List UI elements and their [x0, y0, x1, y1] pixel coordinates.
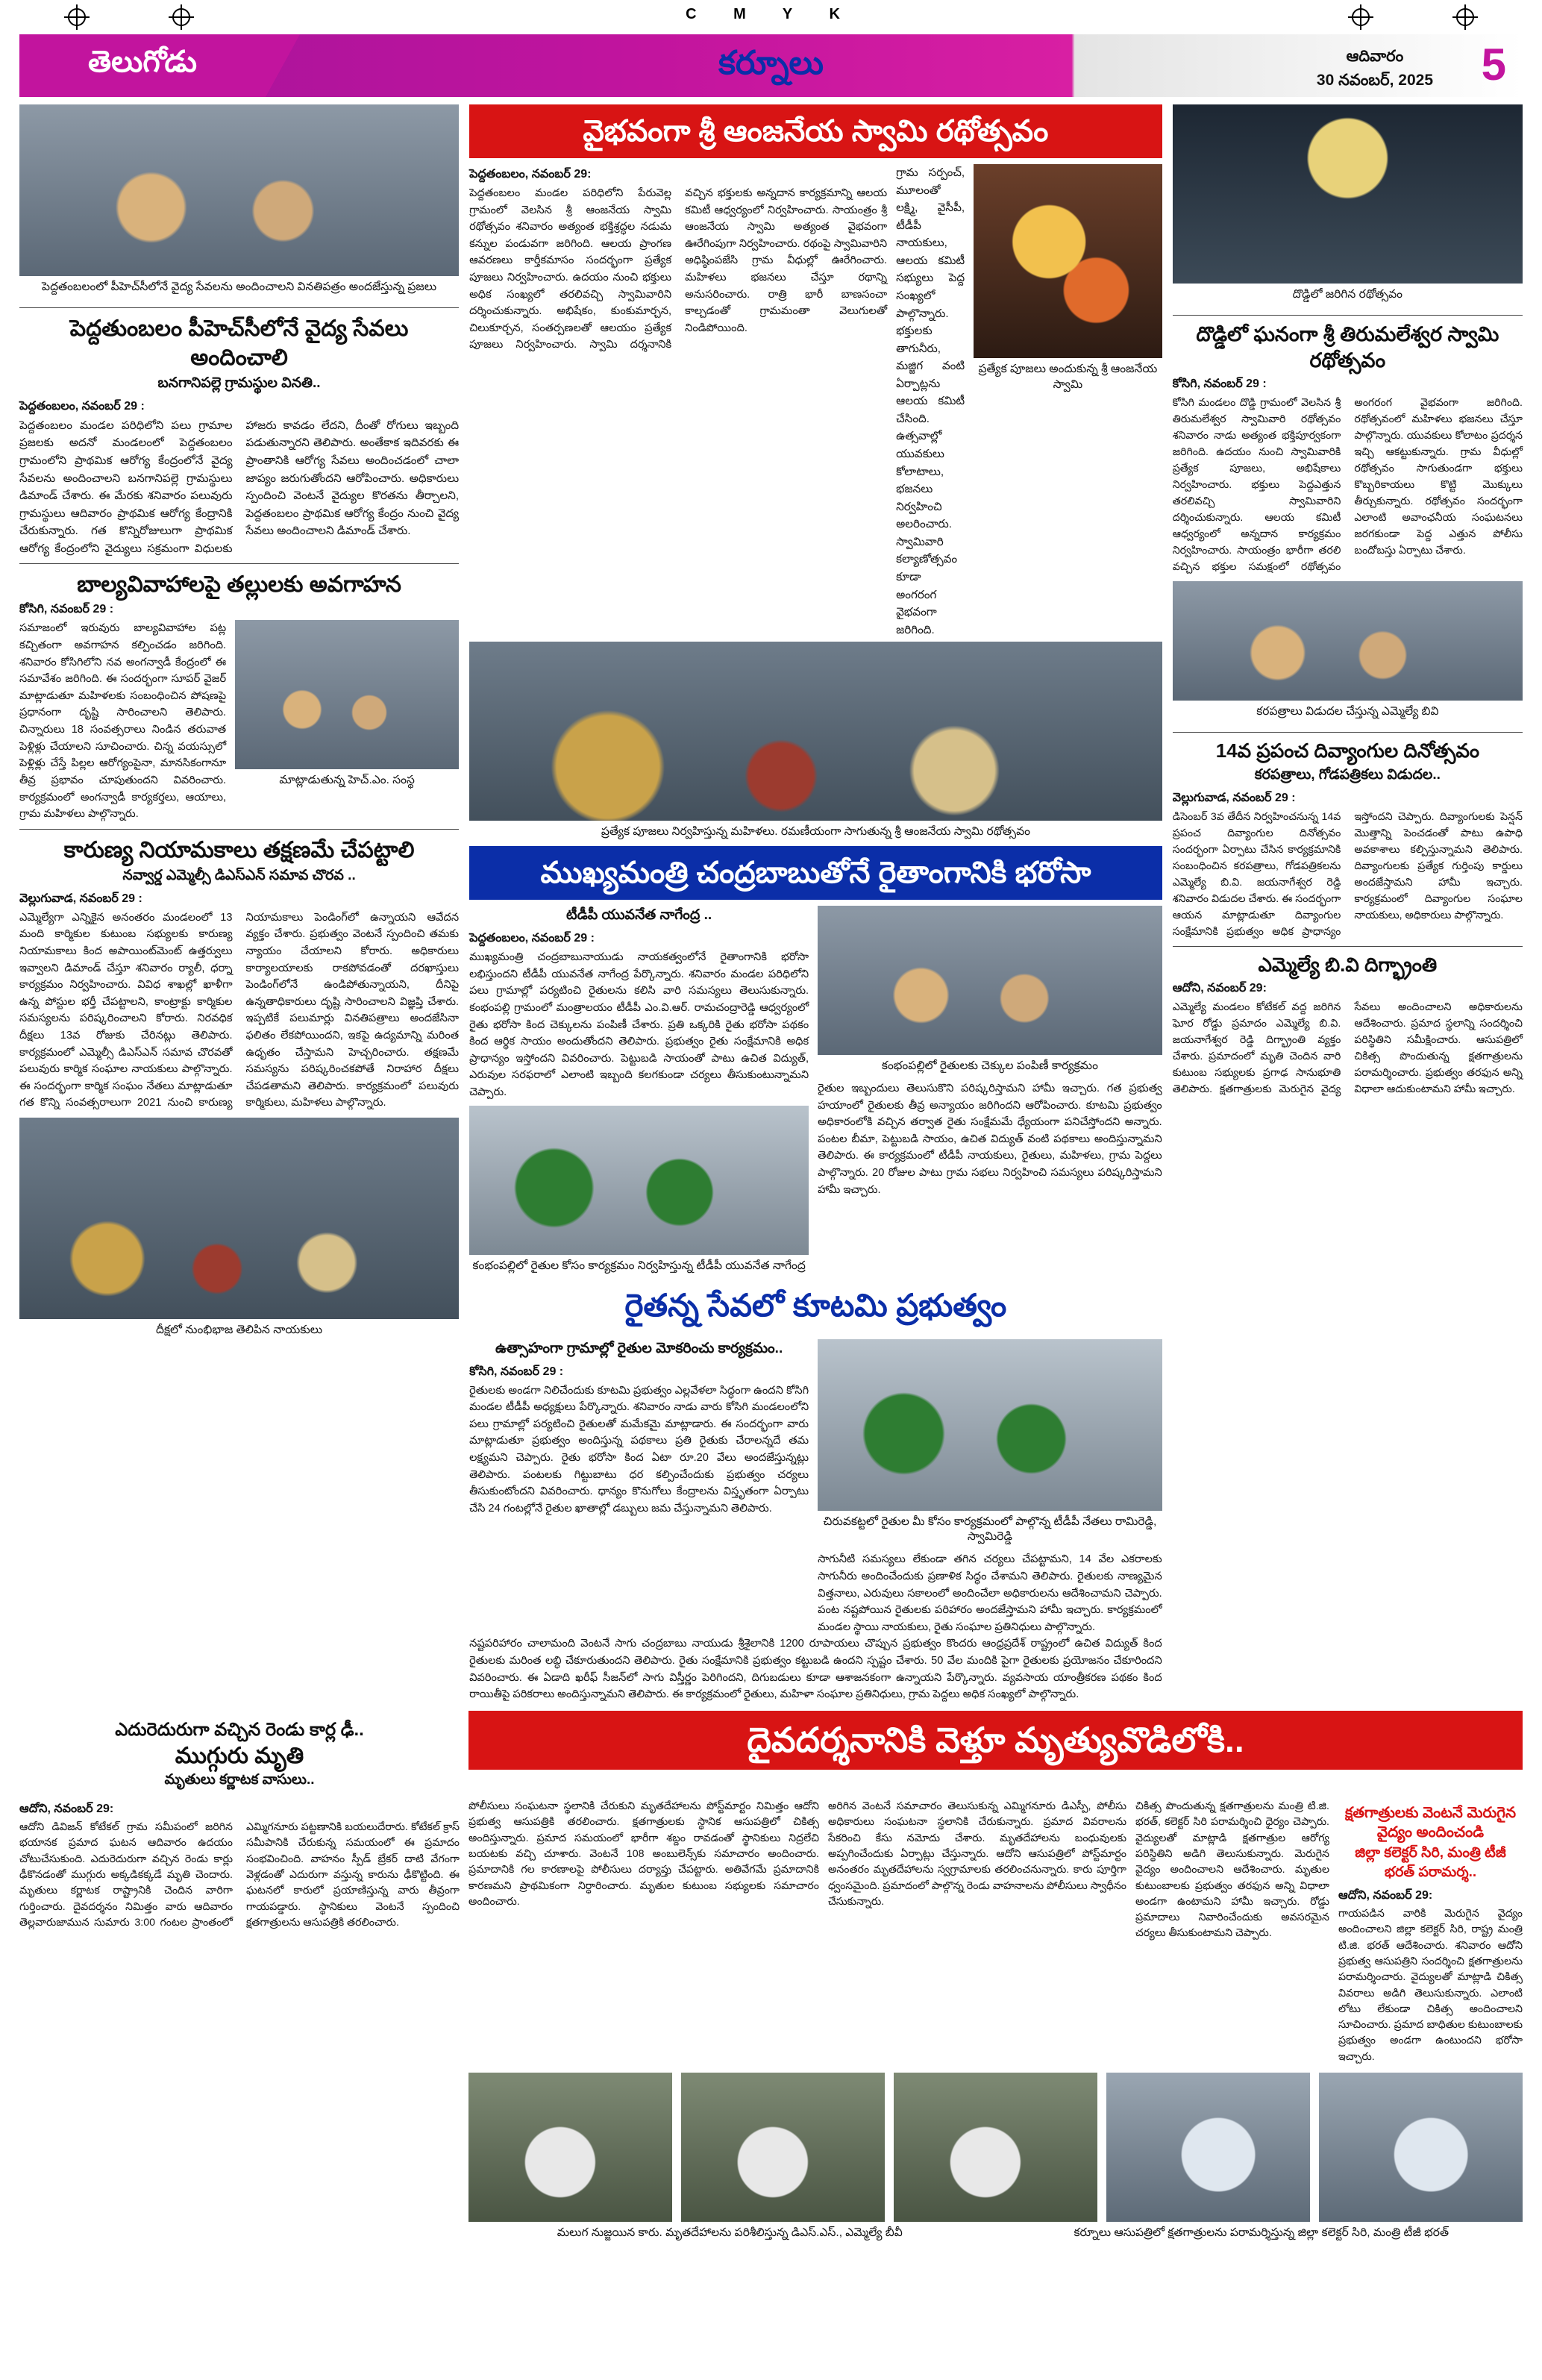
dateline-kosigi: కోసిగి, నవంబర్ 29 : [469, 1365, 564, 1378]
headline-doddi-rathotsavam: దొడ్డిలో ఘనంగా శ్రీ తిరుమలేశ్వర స్వామి రథోత్సవం [1196, 322, 1499, 372]
headline-phc: పెద్దతుంబలం పీహెచ్‌సీలోనే వైద్య సేవలు అందించాలి [69, 316, 409, 370]
body-rathotsavam-1: పెద్దతంబలం మండల పరిధిలోని పేరువెల్ల గ్రామంలో వెలసిన శ్రీ ఆంజనేయ స్వామి రథోత్సవం శనివారం అత్యంత భక్తిశ్రద్ధల నడుమ కన్నుల పండువగా జరిగింది. ఆలయ ప్రాంగణ ఆవరణలు కార్తీకమాసం సందర్భంగా ప్రత్యేక పూజలు నిర్వహించారు. ఉదయం నుంచి భక్తులు అధిక సంఖ్యలో తరలివచ్చి స్వామివారిని దర్శించుకున్నారు. అభిషేకం, కుంకుమార్చన, చిలుకూర్చన, సంతర్పణలతో ఆలయం ప్రత్యేక పూజలు నిర్వహించారు. స్వామి దర్శనానికి వచ్చిన భక్తులకు అన్నదాన కార్యక్రమాన్ని ఆలయ కమిటీ ఆధ్వర్యంలో నిర్వహించారు. సాయంత్రం శ్రీ ఆంజనేయ స్వామి అత్యంత వైభవంగా ఊరేగింపుగా నిర్వహించారు. రథంపై స్వామివారిని అధిష్ఠింపజేసి గ్రామ వీధుల్లో ఊరేగించారు. మహిళలు భజనలు చేస్తూ రథాన్ని అనుసరించారు. రాత్రి భారీ బాణసంచా కాల్చడంతో గ్రామమంతా వెలుగులతో నిండిపోయింది. [469, 187, 888, 351]
body-coalition-2: సాగునీటి సమస్యలు లేకుండా తగిన చర్యలు చేపట్టామని, 14 వేల ఎకరాలకు సాగునీరు అందించేందుకు ప్రణాళిక సిద్ధం చేశామని తెలిపారు. రైతులకు నాణ్యమైన విత్తనాలు, ఎరువులు సకాలంలో అందించేలా అధికారులను ఆదేశించామని చెప్పారు. పంట నష్టపోయిన రైతులకు పరిహారం అందజేస్తామని హామీ ఇచ్చారు. కార్యక్రమంలో మండల స్థాయి నాయకులు, రైతు సంఘాల ప్రతినిధులు పాల్గొన్నారు. [818, 1553, 1162, 1633]
photo-rathotsavam-procession [469, 642, 1162, 821]
bottom-section [19, 1711, 1523, 2247]
banner-cm-chandrababu: ముఖ్యమంత్రి చంద్రబాబుతోనే రైతాంగానికి భరోసా [469, 846, 1162, 900]
body-disability-day: డిసెంబర్ 3వ తేదీన నిర్వహించనున్న 14వ ప్రపంచ దివ్యాంగుల దినోత్సవం సందర్భంగా ఏర్పాటు చేసిన కార్యక్రమానికి సంబంధించిన కరపత్రాలు, గోడపత్రికలను ఎమ్మెల్యే బి.వి. జయనాగేశ్వర రెడ్డి శనివారం విడుదల చేశారు. ఈ సందర్భంగా ఆయన మాట్లాడుతూ దివ్యాంగుల సంక్షేమానికి ప్రభుత్వం అధిక ప్రాధాన్యం ఇస్తోందని చెప్పారు. దివ్యాంగులకు పెన్షన్ మొత్తాన్ని పెంచడంతో పాటు ఉపాధి అవకాశాలు కల్పిస్తున్నామని తెలిపారు. దివ్యాంగులకు ప్రత్యేక గుర్తింపు కార్డులు అందజేస్తామని హామీ ఇచ్చారు. కార్యక్రమంలో దివ్యాంగుల సంఘాల నాయకులు, అధికారులు పాల్గొన్నారు. [1172, 810, 1523, 938]
photo-caption: దొడ్డిలో జరిగిన రథోత్సవం [1292, 288, 1403, 301]
dateline-compassionate-appointments: వెల్లుగువాడ, నవంబర్ 29 : [19, 892, 142, 905]
dateline-child-marriage: కోసిగి, నవంబర్ 29 : [19, 603, 114, 616]
photo-protest-leaders [19, 1118, 459, 1319]
dateline-collector: ఆదోని, నవంబర్ 29: [1338, 1889, 1433, 1903]
dateline-doddi: కోసిగి, నవంబర్ 29 : [1172, 378, 1267, 391]
dateline-rathotsavam: పెద్దతంబలం, నవంబర్ 29: [469, 168, 592, 181]
photo-doddi-rathotsavam [1173, 104, 1523, 284]
photo-mla-pamphlet-release [1173, 581, 1523, 701]
photo-accident-scene-3 [894, 2073, 1097, 2222]
subhead-disability-day: కరపత్రాలు, గోడపత్రికలు విడుదల.. [1254, 766, 1441, 783]
photo-phc-petition [19, 104, 459, 276]
body-collector: గాయపడిన వారికి మెరుగైన వైద్యం అందించాలని జిల్లా కలెక్టర్ సిరి, రాష్ట్ర మంత్రి టి.జి. భరత్ ఆదేశించారు. శనివారం ఆదోని ప్రభుత్వ ఆసుపత్రిని సందర్శించి క్షతగాత్రులను పరామర్శించారు. వైద్యులతో మాట్లాడి చికిత్స వివరాలు అడిగి తెలుసుకున్నారు. ఎలాంటి లోటు లేకుండా చికిత్స అందించాలని సూచించారు. ప్రమాద బాధితుల కుటుంబాలకు ప్రభుత్వం అండగా ఉంటుందని భరోసా ఇచ్చారు. [1338, 1908, 1523, 2063]
photo-hospital-visit [1319, 2073, 1523, 2222]
bottom-head-line2: ముగ్గురు మృతి [175, 1744, 304, 1769]
photo-hanuman-deity [974, 164, 1162, 358]
body-doddi: కోసిగి మండలం దొడ్డి గ్రామంలో వెలసిన శ్రీ తిరుమలేశ్వర స్వామివారి రథోత్సవం శనివారం నాడు అత్యంత భక్తిపూర్వకంగా జరిగింది. ఉదయం నుంచి స్వామివారికి ప్రత్యేక పూజలు, అభిషేకాలు నిర్వహించారు. భక్తులు పెద్దఎత్తున తరలివచ్చి స్వామివారిని దర్శించుకున్నారు. ఆలయ కమిటీ ఆధ్వర్యంలో అన్నదాన కార్యక్రమం నిర్వహించారు. సాయంత్రం భారీగా తరలి వచ్చిన భక్తుల సమక్షంలో రథోత్సవం అంగరంగ వైభవంగా జరిగింది. రథోత్సవంలో మహిళలు భజనలు చేస్తూ పాల్గొన్నారు. యువకులు కోలాటం ప్రదర్శన ఇచ్చి ఆకట్టుకున్నారు. గ్రామ వీధుల్లో రథోత్సవం సాగుతుండగా భక్తులు కొబ్బరికాయలు కొట్టి మొక్కులు తీర్చుకున్నారు. రథోత్సవం సందర్భంగా ఎలాంటి అవాంఛనీయ సంఘటనలు జరగకుండా పెద్ద ఎత్తున పోలీసు బందోబస్తు ఏర్పాటు చేశారు. [1172, 397, 1523, 574]
registration-mark-icon [64, 4, 90, 30]
body-phc: పెద్దతంబలం మండల పరిధిలోని పలు గ్రామాల ప్రజలకు అదనో మండలంలో పెద్దతంబలం గ్రామంలోని ప్రాథమిక ఆరోగ్య కేంద్రంలోనే వైద్య సేవలను అందించాలని బనగానిపల్లె గ్రామస్థులు డిమాండ్ చేశారు. ఈ మేరకు శనివారం పలువురు గ్రామస్థులు ఆదివారం ప్రాథమిక ఆరోగ్య కేంద్రానికి చేరుకున్నారు. గత కొన్నిరోజులుగా ప్రాథమిక ఆరోగ్య కేంద్రంలోని వైద్యులు సక్రమంగా విధులకు హాజరు కావడం లేదని, దీంతో రోగులు ఇబ్బంది పడుతున్నారని తెలిపారు. అంతేకాక ఇదివరకు ఈ ప్రాంతానికి ఆరోగ్య సేవలు అందించడంలో చాలా జాప్యం జరుగుతోందని ఆరోపించారు. అధికారులు స్పందించి వెంటనే వైద్యుల కొరతను తీర్చాలని, పెద్దతంబలం ప్రాథమిక ఆరోగ్య కేంద్రం నుంచి వైద్య సేవలు అందించాలని డిమాండ్ చేశారు. [19, 419, 460, 555]
photo-caption: దీక్షలో నుంభిభాజ తెలిపిన నాయకులు [156, 1324, 323, 1337]
photo-caption: మలుగ నుజ్జయిన కారు. మృతదేహాలను పరిశీలిస్తున్న డిఎస్.ఎస్., ఎమ్మెల్యే బీవీ [557, 2226, 903, 2239]
day-label: ఆదివారం [1346, 48, 1404, 65]
photo-meekosam-program [818, 1339, 1162, 1511]
banner-accident: దైవదర్శనానికి వెళ్తూ మృత్యువొడిలోకి.. [468, 1711, 1523, 1770]
edition-name: కర్నూలు [718, 45, 824, 81]
masthead-logo-text: తెలుగోడు [88, 45, 197, 78]
main-grid [19, 104, 1523, 1703]
body-accident-4: చికిత్స పొందుతున్న క్షతగాత్రులను మంత్రి టి.జి. భరత్, కలెక్టర్ సిరి పరామర్శించి ధైర్యం చెప్పారు. వైద్యులతో మాట్లాడి క్షతగాత్రుల ఆరోగ్య పరిస్థితిని అడిగి తెలుసుకున్నారు. మెరుగైన వైద్యం అందించాలని ఆదేశించారు. మృతుల కుటుంబాలకు ప్రభుత్వం తరఫున అన్ని విధాలా అండగా ఉంటామని హామీ ఇచ్చారు. రోడ్డు ప్రమాదాలు నివారించేందుకు అవసరమైన చర్యలు తీసుకుంటామని చెప్పారు. [1135, 1800, 1329, 1940]
dateline-phc: పెద్దతంబలం, నవంబర్ 29 : [19, 399, 145, 413]
registration-mark-icon [1348, 4, 1373, 30]
headline-compassionate-appointments: కారుణ్య నియామకాలు తక్షణమే చేపట్టాలి [63, 837, 415, 862]
banner-hanuman-rathotsavam: వైభవంగా శ్రీ ఆంజనేయ స్వామి రథోత్సవం [469, 104, 1162, 158]
registration-mark-icon [169, 4, 194, 30]
center-column [469, 104, 1162, 1703]
photo-caption: పెద్దతంబలంలో పీహెచ్‌సీలోనే వైద్య సేవలను అందించాలని వినతిపత్రం అందజేస్తున్న ప్రజలు [42, 281, 437, 293]
photo-caption: కరపత్రాలు విడుదల చేస్తున్న ఎమ్మెల్యే బివి [1256, 705, 1439, 718]
bottom-right-head-1: క్షతగాత్రులకు వెంటనే మెరుగైన వైద్యం అందించండి [1344, 1805, 1517, 1841]
body-rathotsavam-2: గ్రామ సర్పంచ్, మూలంతో లక్ష్మి, వైసీపీ, టీడీపీ నాయకులు, ఆలయ కమిటీ సభ్యులు పెద్ద సంఖ్యలో పాల్గొన్నారు. భక్తులకు తాగునీరు, మజ్జిగ వంటి ఏర్పాట్లను ఆలయ కమిటీ చేసింది. ఉత్సవాల్లో యువకులు కోలాటాలు, భజనలు నిర్వహించి అలరించారు. స్వామివారి కల్యాణోత్సవం కూడా అంగరంగ వైభవంగా జరిగింది. [896, 166, 965, 636]
photo-caption: కంభంపల్లిలో రైతులకు చెక్కుల పంపిణీ కార్యక్రమం [881, 1059, 1098, 1073]
body-tdp-2: రైతుల ఇబ్బందులు తెలుసుకొని పరిష్కరిస్తామని హామీ ఇచ్చారు. గత ప్రభుత్వ హయాంలో రైతులకు తీవ్ర అన్యాయం జరిగిందని ఆరోపించారు. కూటమి ప్రభుత్వం అధికారంలోకి వచ్చిన తర్వాత రైతు సంక్షేమమే ధ్యేయంగా పనిచేస్తోందని అన్నారు. పంటల బీమా, పెట్టుబడి సాయం, ఉచిత విద్యుత్ వంటి పథకాలు అందిస్తున్నామని తెలిపారు. ఈ కార్యక్రమంలో టీడీపీ నాయకులు, రైతులు, మహిళలు, గ్రామ పెద్దలు పాల్గొన్నారు. 20 రోజుల పాటు గ్రామ సభలు నిర్వహించి సమస్యలు పరిష్కరిస్తామని హామీ ఇచ్చారు. [818, 1083, 1162, 1196]
headline-child-marriage: బాల్యవివాహాలపై తల్లులకు అవగాహన [77, 572, 401, 598]
bottom-head-line1: ఎదురెదురుగా వచ్చిన రెండు కార్ల ఢీ.. [115, 1719, 364, 1740]
body-accident-3: అరిగిన వెంటనే సమాచారం తెలుసుకున్న ఎమ్మిగనూరు డిఎస్పీ, పోలీసు అధికారులు సంఘటనా స్థలానికి చేరుకున్నారు. ప్రమాద వివరాలను సేకరించి కేసు నమోదు చేశారు. మృతదేహాలను బంధువులకు అప్పగించేందుకు ఏర్పాట్లు చేస్తున్నారు. ఆదోని ఆసుపత్రిలో పోస్ట్‌మార్టం అనంతరం మృతదేహాలను స్వగ్రామాలకు తరలించనున్నారు. కారు పూర్తిగా ధ్వంసమైంది. ప్రమాదంలో పాల్గొన్న రెండు వాహనాలను పోలీసులు స్వాధీనం చేసుకున్నారు. [828, 1800, 1126, 1908]
page-number: 5 [1481, 40, 1506, 90]
body-coalition-3: నష్టపరిహారం చాలామంది వెంటనే సాగు చంద్రబాబు నాయుడు శ్రీశైలానికి 1200 రూపాయలు చొప్పున ప్రభుత్వం కొందరు ఆంధ్రప్రదేశ్ రాష్ట్రంలో ఉచిత విద్యుత్ కింద రైతులకు మరింత లబ్ధి చేకూరుతుందని తెలిపారు. రైతు సంక్షేమానికి ప్రభుత్వం కట్టుబడి ఉందని స్పష్టం చేశారు. 50 వేల మందికి పైగా రైతులకు ప్రయోజనం చేకూరిందని వివరించారు. ఈ ఏడాది ఖరీఫ్ సీజన్‌లో సాగు విస్తీర్ణం పెరిగిందని, దిగుబడులు కూడా ఆశాజనకంగా ఉన్నాయని పేర్కొన్నారు. వ్యవసాయ యాంత్రీకరణ పథకం కింద రాయితీపై పరికరాలు అందిస్తున్నామని తెలిపారు. ఈ కార్యక్రమంలో రైతులు, మహిళా సంఘాల ప్రతినిధులు, గ్రామ పెద్దలు అధిక సంఖ్యలో పాల్గొన్నారు. [469, 1638, 1162, 1701]
subhead-village-meet: ఉత్సాహంగా గ్రామాల్లో రైతుల మోకరించు కార్యక్రమం.. [495, 1340, 783, 1356]
body-accident-1: ఆదోని డివిజన్ కోటేకల్ గ్రామ సమీపంలో జరిగిన భయానక ప్రమాద ఘటన ఆదివారం ఉదయం చోటుచేసుకుంది. ఎదురెదురుగా వచ్చిన రెండు కార్లు ఢీకొనడంతో ముగ్గురు అక్కడికక్కడే మృతి చెందారు. మృతులు కర్ణాటక రాష్ట్రానికి చెందిన వారిగా గుర్తించారు. దైవదర్శనం నిమిత్తం వారు ఆదివారం తెల్లవారుజామున సుమారు 3:00 గంటల ప్రాంతంలో ఎమ్మిగనూరు పట్టణానికి బయలుదేరారు. కోటేకల్ క్రాస్ సమీపానికి చేరుకున్న సమయంలో ఈ ప్రమాదం సంభవించింది. వాహనం స్పీడ్ బ్రేకర్ దాటి వేగంగా వెళ్లడంతో ఎదురుగా వస్తున్న కారును ఢీకొట్టింది. ఈ ఘటనలో కారులో ప్రయాణిస్తున్న వారు తీవ్రంగా గాయపడ్డారు. స్థానికులు వెంటనే స్పందించి క్షతగాత్రులను ఆసుపత్రికి తరలించారు. [19, 1821, 460, 1929]
photo-accident-scene-2 [681, 2073, 885, 2222]
bottom-right-head-2: జిల్లా కలెక్టర్ సిరి, మంత్రి టీజీ భరత్ పరామర్శ.. [1355, 1845, 1506, 1881]
dateline-accident: ఆదోని, నవంబర్ 29: [19, 1803, 114, 1816]
subhead-phc: బనగానిపల్లె గ్రామస్థుల వినతి.. [157, 375, 321, 391]
body-mla-shock: ఎమ్మెల్యే మండలం కోటేకల్ వద్ద జరిగిన ఘోర రోడ్డు ప్రమాదం ఎమ్మెల్యే బి.వి. జయనాగేశ్వర రెడ్డి దిగ్భ్రాంతి వ్యక్తం చేశారు. ప్రమాదంలో మృతి చెందిన వారి కుటుంబ సభ్యులకు ప్రగాఢ సానుభూతి తెలిపారు. క్షతగాత్రులకు మెరుగైన వైద్య సేవలు అందించాలని అధికారులను ఆదేశించారు. ప్రమాద స్థలాన్ని సందర్శించి పరిస్థితిని సమీక్షించారు. ఆసుపత్రిలో చికిత్స పొందుతున్న క్షతగాత్రులను పరామర్శించారు. ప్రభుత్వం తరఫున అన్ని విధాలా ఆదుకుంటామని హామీ ఇచ్చారు. [1172, 1000, 1523, 1095]
photo-caption: చిరువకట్టలో రైతుల మీ కోసం కార్యక్రమంలో పాల్గొన్న టీడీపీ నేతలు రామిరెడ్డి, స్వామిరెడ్డి [823, 1515, 1157, 1544]
body-coalition-1: రైతులకు అండగా నిలిచేందుకు కూటమి ప్రభుత్వం ఎల్లవేళలా సిద్ధంగా ఉందని కోసిగి మండల టీడీపీ అధ్యక్షులు పేర్కొన్నారు. శనివారం నాడు వారు కోసిగి మండలంలోని పలు గ్రామాల్లో పర్యటించి రైతులతో మమేకమై మాట్లాడారు. ఈ సందర్భంగా వారు మాట్లాడుతూ ప్రభుత్వం అందిస్తున్న పథకాలు ప్రతి రైతుకు చేరాలన్నదే తమ లక్ష్యమని చెప్పారు. రైతు భరోసా కింద ఏటా రూ.20 వేలు అందజేస్తున్నట్లు తెలిపారు. పంటలకు గిట్టుబాటు ధర కల్పించేందుకు ప్రభుత్వం చర్యలు తీసుకుంటోందని వివరించారు. ధాన్యం కొనుగోలు కేంద్రాలను విస్తృతంగా ఏర్పాటు చేసి 24 గంటల్లోనే రైతుల ఖాతాల్లో డబ్బులు జమ చేస్తున్నామని తెలిపారు. [469, 1384, 809, 1515]
left-column [19, 104, 459, 1703]
photo-kambhampalli-farmers [818, 906, 1162, 1055]
body-accident-2: పోలీసులు సంఘటనా స్థలానికి చేరుకుని మృతదేహాలను పోస్ట్‌మార్టం నిమిత్తం ఆదోని ప్రభుత్వ ఆసుపత్రికి తరలించారు. క్షతగాత్రులకు స్థానిక ఆసుపత్రిలో చికిత్స అందిస్తున్నారు. ప్రమాద సమయంలో భారీగా శబ్దం రావడంతో స్థానికులు నిద్రలేచి బయటకు వచ్చి చూశారు. వెంటనే 108 అంబులెన్స్‌కు సమాచారం అందించారు. ప్రమాదానికి గల కారణాలపై పోలీసులు దర్యాప్తు చేపట్టారు. అతివేగమే ప్రమాదానికి కారణమని ప్రాథమికంగా నిర్ధారించారు. మృతుల కుటుంబ సభ్యులకు సమాచారం అందించారు. [468, 1800, 819, 1908]
body-tdp-1: ముఖ్యమంత్రి చంద్రబాబునాయుడు నాయకత్వంలోనే రైతాంగానికి భరోసా లభిస్తుందని టీడీపీ యువనేత నాగేంద్ర పేర్కొన్నారు. శనివారం మండల పరిధిలోని పలు గ్రామాల్లో పర్యటించి రైతులను కలిసి వారి సమస్యలు తెలుసుకున్నారు. కంభంపల్లి గ్రామంలో మంత్రాలయం టీడీపీ ఎం.వి.ఆర్. రామచంద్రారెడ్డి ఆధ్వర్యంలో రైతు భరోసా కింద చెక్కులను పంపిణీ చేశారు. ప్రతి ఒక్కరికి రైతు భరోసా పథకం కింద ఆర్థిక సాయం అందుతోందని తెలిపారు. ప్రభుత్వం రైతు సంక్షేమానికి అధిక ప్రాధాన్యం ఇస్తోందని వివరించారు. పెట్టుబడి సాయంతో పాటు ఉచిత విద్యుత్, ఎరువుల సరఫరాలో ఎలాంటి ఇబ్బంది కలగకుండా చర్యలు తీసుకుంటున్నామని చెప్పారు. [469, 951, 809, 1098]
subhead-compassionate-appointments: నవ్వార్డ ఎమ్మెల్సీ డిఎస్‌ఎన్ సమావ చొరవ .. [122, 867, 356, 883]
bottom-head-line3: మృతులు కర్ణాటక వాసులు.. [164, 1772, 315, 1788]
photo-caption: మాట్లాడుతున్న హెచ్.ఎం. సంస్థ [279, 774, 415, 787]
right-column [1173, 104, 1523, 1703]
photo-caption: ప్రత్యేక పూజలు నిర్వహిస్తున్న మహిళలు. రమణీయంగా సాగుతున్న శ్రీ ఆంజనేయ స్వామి రథోత్సవం [601, 825, 1030, 839]
body-child-marriage: సమాజంలో ఇరువురు బాల్యవివాహాల పట్ల కచ్చితంగా అవగాహన కల్పించడం జరిగింది. శనివారం కోసిగిలోని నవ అంగన్వాడీ కేంద్రంలో ఈ సమావేశం జరిగింది. ఈ సందర్భంగా సూపర్ వైజర్ మాట్లాడుతూ మహిళలకు సంబంధించిన పోషణపై ప్రధానంగా దృష్టి సారించాలని తెలిపారు. చిన్నారులు 18 సంవత్సరాలు నిండిన తరువాత పెళ్లిళ్లు చేయాలని సూచించారు. చిన్న వయస్సులో పెళ్లిళ్లు చేస్తే పిల్లల ఆరోగ్యంపైనా, మానసికంగానూ తీవ్ర ప్రభావం చూపుతుందని వివరించారు. కార్యక్రమంలో అంగన్వాడీ కార్యకర్తలు, ఆయాలు, గ్రామ మహిళలు పాల్గొన్నారు. [19, 622, 227, 821]
masthead [19, 34, 1523, 97]
photo-ambulance [1106, 2073, 1310, 2222]
banner-coalition-farmers: రైతన్న సేవలో కూటమి ప్రభుత్వం [624, 1287, 1007, 1323]
headline-mla-shock: ఎమ్మెల్యే బి.వి దిగ్భ్రాంతి [1258, 953, 1438, 976]
cmyk-label: C M Y K [686, 6, 856, 22]
photo-accident-scene-1 [468, 2073, 672, 2222]
headline-disability-day: 14వ ప్రపంచ దివ్యాంగుల దినోత్సవం [1215, 739, 1479, 762]
photo-cheque-distribution [469, 1106, 809, 1255]
dateline-mla-shock: ఆదోని, నవంబర్ 29: [1172, 981, 1267, 995]
photo-caption: ప్రత్యేక పూజలు అందుకున్న శ్రీ ఆంజనేయ స్వామి [978, 363, 1158, 391]
body-compassionate-appointments: ఎమ్మెల్యేగా ఎన్నికైన అనంతరం మండలంలో 13 మంది కార్మికుల కుటుంబ సభ్యులకు కారుణ్య నియామకాలు కింద అపాయింట్‌మెంట్ ఉత్తర్వులు ఇవ్వాలని డిమాండ్ చేస్తూ శనివారం ర్యాలీ, ధర్నా కార్యక్రమం నిర్వహించారు. వివిధ శాఖల్లో ఖాళీగా ఉన్న పోస్టుల భర్తీ చేపట్టాలని, కాంట్రాక్టు కార్మికుల సమస్యలను పరిష్కరించాలని కోరారు. నిరవధిక దీక్షలు 13వ రోజుకు చేరినట్లు తెలిపారు. కార్యక్రమంలో ఎమ్మెల్సీ డిఎస్‌ఎన్ సమావ చొరవతో పలువురు కార్మిక సంఘాల నాయకులు పాల్గొన్నారు. ఈ సందర్భంగా కార్మిక సంఘం నేతలు మాట్లాడుతూ గత కొన్ని సంవత్సరాలుగా 2021 నుంచి కారుణ్య నియామకాలు పెండింగ్‌లో ఉన్నాయని ఆవేదన వ్యక్తం చేశారు. ప్రభుత్వం వెంటనే స్పందించి తమకు న్యాయం చేయాలని కోరారు. అధికారులు కార్యాలయాలకు రాకపోవడంతో దరఖాస్తులు పెండింగ్‌లోనే ఉండిపోతున్నాయని, దీనిపై ఉన్నతాధికారులు దృష్టి సారించాలని విజ్ఞప్తి చేశారు. ఇప్పటికే పలుమార్లు వినతిపత్రాలు అందజేసినా ఫలితం లేకపోయిందని, ఇకపై ఉద్యమాన్ని మరింత ఉధృతం చేస్తామని హెచ్చరించారు. తక్షణమే సమస్యను పరిష్కరించకపోతే నిరాహార దీక్షలు చేపడతామని తెలిపారు. కార్యక్రమంలో పలువురు కార్మికులు, మహిళలు పాల్గొన్నారు. [19, 911, 460, 1109]
photo-caption: కర్నూలు ఆసుపత్రిలో క్షతగాత్రులను పరామర్శిస్తున్న జిల్లా కలెక్టర్ సిరి, మంత్రి టీజీ భరత్ [1074, 2226, 1449, 2239]
dateline-tdp: పెద్దతంబలం, నవంబర్ 29 : [469, 932, 595, 945]
subhead-tdp-youth-leader: టీడీపీ యువనేత నాగేంద్ర .. [566, 907, 712, 924]
date-block [1317, 45, 1433, 92]
registration-bar [19, 0, 1523, 34]
dateline-disability-day: వెల్లుగువాడ, నవంబర్ 29 : [1172, 791, 1296, 804]
registration-mark-icon [1452, 4, 1478, 30]
photo-anganwadi-meeting [235, 620, 459, 769]
photo-caption: కంభంపల్లిలో రైతుల కోసం కార్యక్రమం నిర్వహిస్తున్న టీడీపీ యువనేత నాగేంద్ర [472, 1259, 806, 1272]
date-label: 30 నవంబర్, 2025 [1316, 71, 1433, 89]
